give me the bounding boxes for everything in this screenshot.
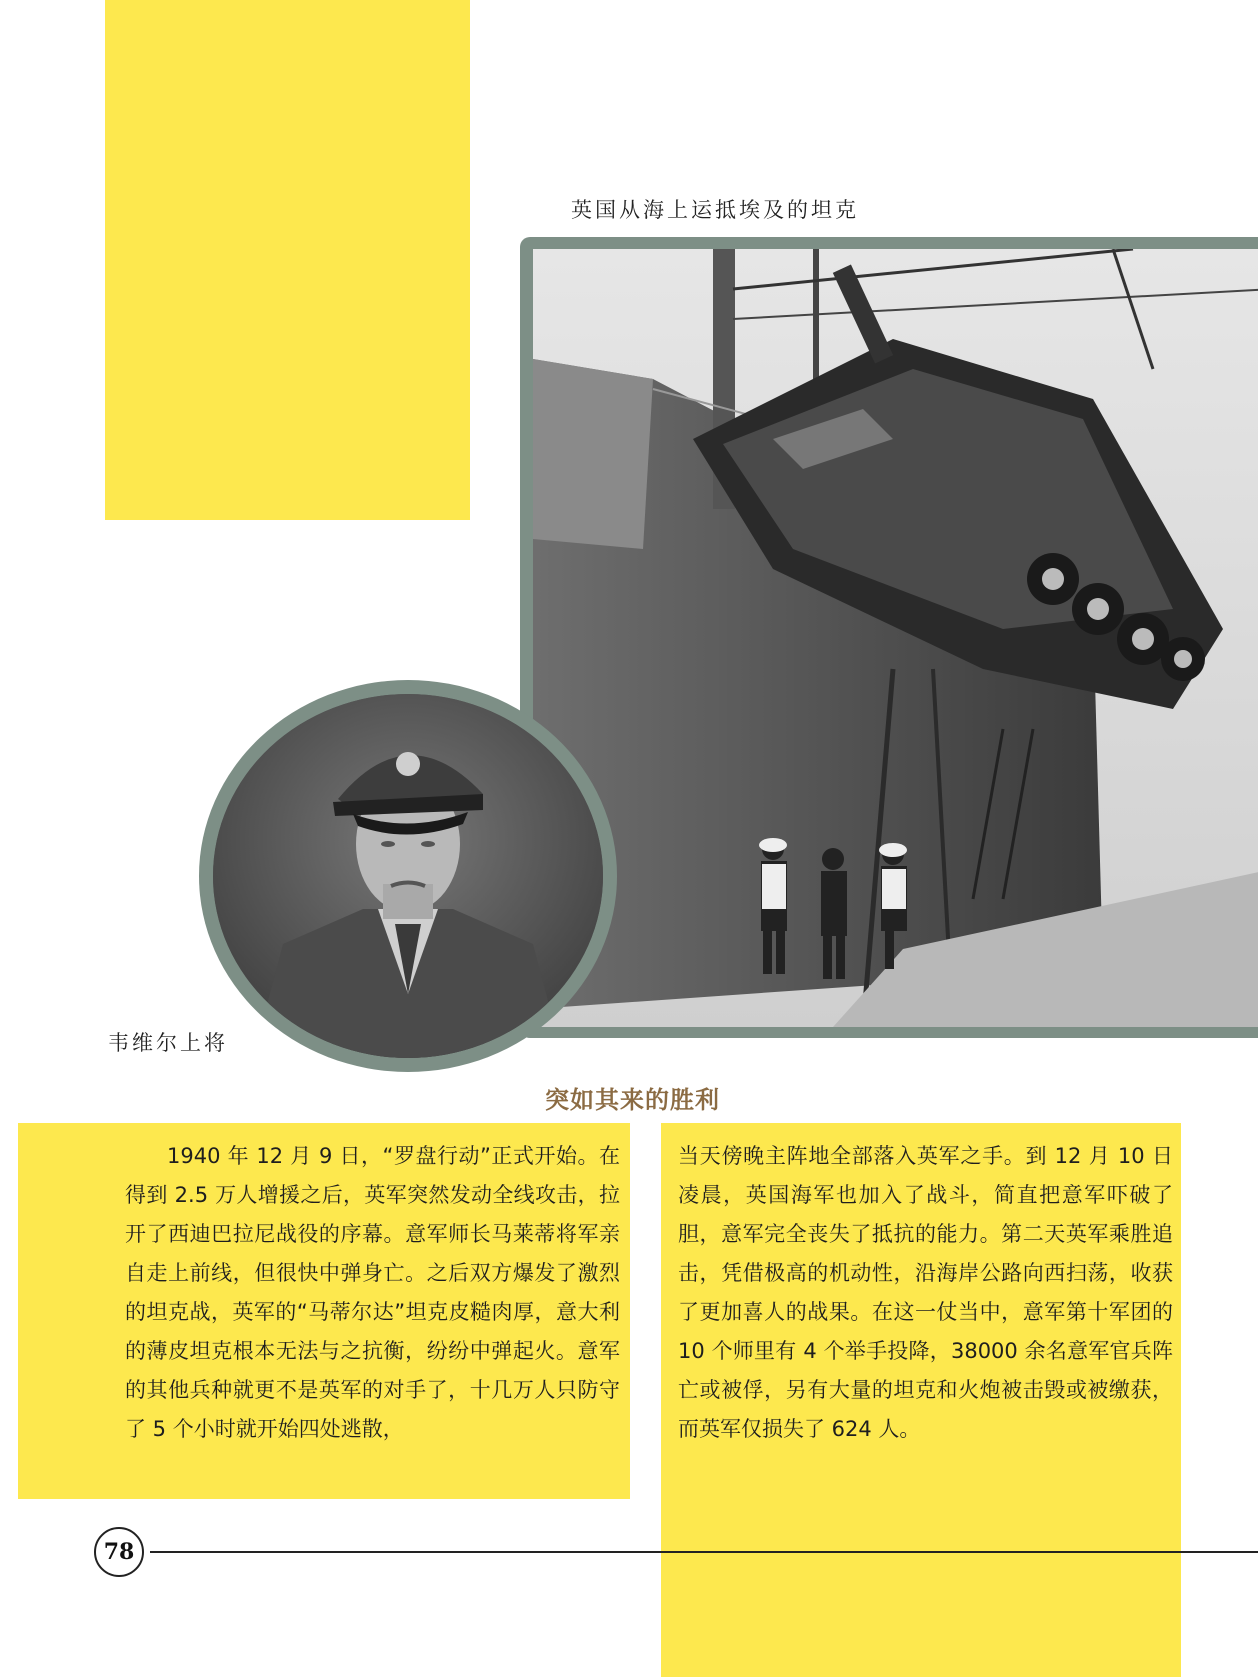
body-paragraph-left: 1940 年 12 月 9 日，“罗盘行动”正式开始。在得到 2.5 万人增援之后，英军突然发动全线攻击，拉开了西迪巴拉尼战役的序幕。意军师长马莱蒂将军亲自走上前线，但很快中弹身亡。之后双方爆发了激烈的坦克战，英军的“马蒂尔达”坦克皮糙肉厚，意大利的薄皮坦克根本无法与之抗衡，纷纷中弹起火。意军的其他兵种就更不是英军的对手了，十几万人只防守了 5 个小时就开始四处逃散，	[125, 1144, 620, 1441]
tank-photo-illustration	[533, 249, 1258, 1027]
section-title: 突如其来的胜利	[545, 1086, 720, 1114]
body-text-left-column	[125, 1137, 620, 1449]
body-paragraph-right: 当天傍晚主阵地全部落入英军之手。到 12 月 10 日凌晨，英国海军也加入了战斗，简直把意军吓破了胆，意军完全丧失了抵抗的能力。第二天英军乘胜追击，凭借极高的机动性，沿海岸公路向西扫荡，收获了更加喜人的战果。在这一仗当中，意军第十军团的 10 个师里有 4 个举手投降，38000 余名意军官兵阵亡或被俘，另有大量的坦克和火炮被击毁或被缴获，而英军仅损失了 624 人。	[678, 1144, 1173, 1441]
general-portrait	[213, 694, 603, 1058]
general-photo-caption: 韦维尔上将	[108, 1031, 228, 1055]
tank-photo	[533, 249, 1258, 1027]
page-number-badge	[94, 1527, 144, 1577]
body-text-right-column	[678, 1137, 1173, 1449]
general-portrait-illustration	[213, 694, 603, 1058]
page-number: 78	[103, 1539, 135, 1565]
tank-photo-caption: 英国从海上运抵埃及的坦克	[571, 198, 859, 222]
yellow-block-top	[105, 0, 470, 520]
footer-rule	[150, 1551, 1258, 1553]
general-portrait-frame	[199, 680, 617, 1072]
